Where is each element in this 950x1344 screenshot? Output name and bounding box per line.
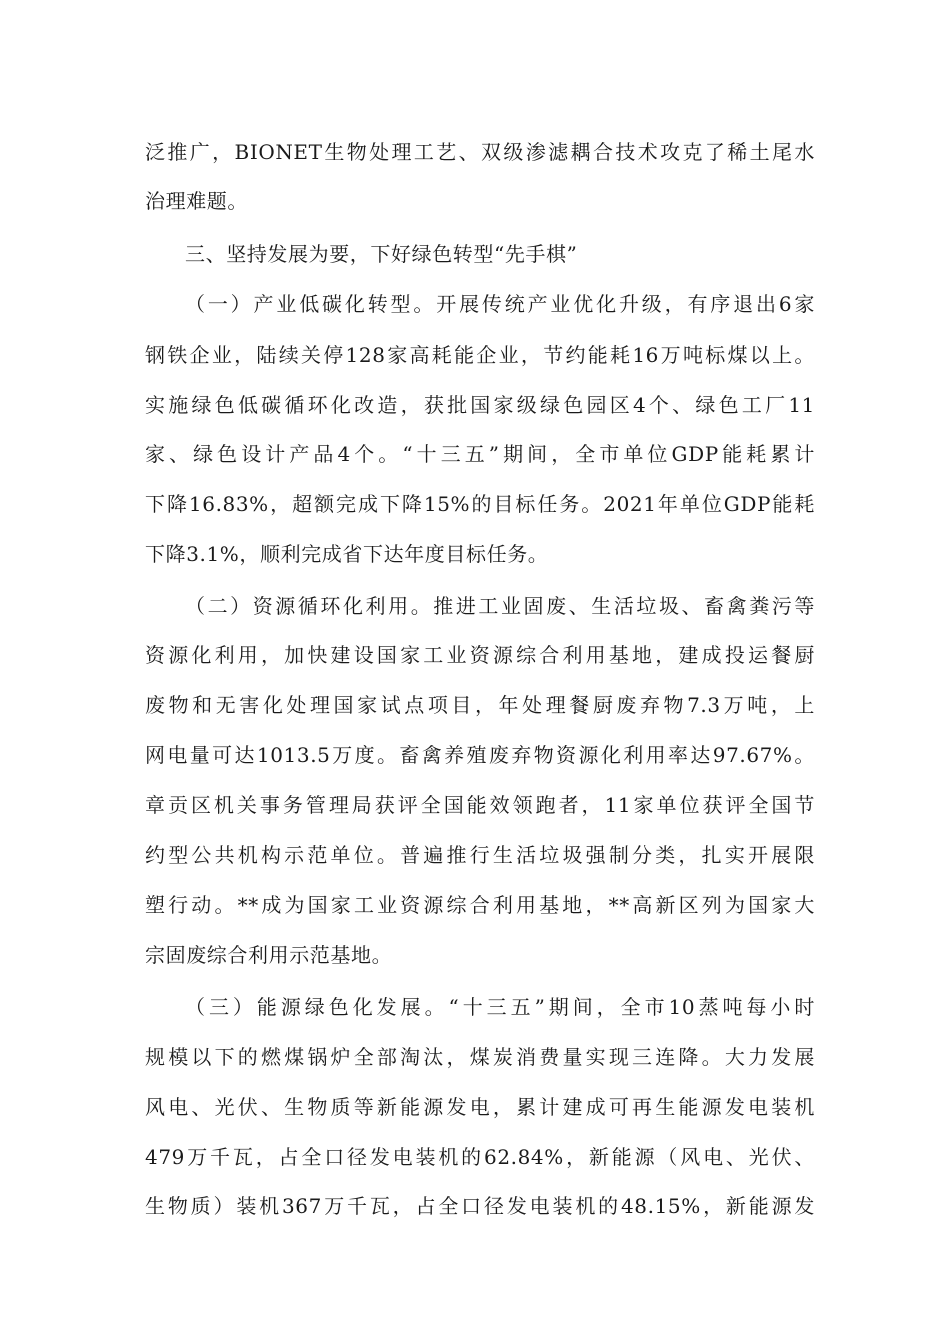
paragraph-3-line-4: 479万千瓦，占全口径发电装机的62.84%，新能源（风电、光伏、 <box>145 1145 815 1169</box>
paragraph-2-line-4: 网电量可达1013.5万度。畜禽养殖废弃物资源化利用率达97.67%。 <box>145 743 815 767</box>
section-heading-3: 三、坚持发展为要，下好绿色转型“先手棋” <box>185 242 578 266</box>
paragraph-1-line-5: 下降16.83%，超额完成下降15%的目标任务。2021年单位GDP能耗 <box>145 492 815 516</box>
paragraph-3-line-5: 生物质）装机367万千瓦，占全口径发电装机的48.15%，新能源发 <box>145 1194 815 1218</box>
paragraph-3-line-2: 规模以下的燃煤锅炉全部淘汰，煤炭消费量实现三连降。大力发展 <box>145 1045 815 1069</box>
paragraph-2-line-8: 宗固废综合利用示范基地。 <box>145 943 393 967</box>
paragraph-1-line-1: （一）产业低碳化转型。开展传统产业优化升级，有序退出6家 <box>185 292 815 316</box>
paragraph-3-line-1: （三）能源绿色化发展。“十三五”期间，全市10蒸吨每小时 <box>185 995 815 1019</box>
paragraph-2-line-7: 塑行动。**成为国家工业资源综合利用基地，**高新区列为国家大 <box>145 893 815 917</box>
paragraph-1-line-3: 实施绿色低碳循环化改造，获批国家级绿色园区4个、绿色工厂11 <box>145 393 815 417</box>
paragraph-1-line-6: 下降3.1%，顺利完成省下达年度目标任务。 <box>145 542 549 566</box>
paragraph-1-line-2: 钢铁企业，陆续关停128家高耗能企业，节约能耗16万吨标煤以上。 <box>145 343 815 367</box>
text-line-1: 泛推广，BIONET生物处理工艺、双级渗滤耦合技术攻克了稀土尾水 <box>145 140 815 164</box>
paragraph-2-line-3: 废物和无害化处理国家试点项目，年处理餐厨废弃物7.3万吨，上 <box>145 693 815 717</box>
paragraph-2-line-6: 约型公共机构示范单位。普遍推行生活垃圾强制分类，扎实开展限 <box>145 843 815 867</box>
paragraph-2-line-5: 章贡区机关事务管理局获评全国能效领跑者，11家单位获评全国节 <box>145 793 815 817</box>
paragraph-3-line-3: 风电、光伏、生物质等新能源发电，累计建成可再生能源发电装机 <box>145 1095 815 1119</box>
text-line-2: 治理难题。 <box>145 189 248 213</box>
paragraph-2-line-2: 资源化利用，加快建设国家工业资源综合利用基地，建成投运餐厨 <box>145 643 815 667</box>
paragraph-1-line-4: 家、绿色设计产品4个。“十三五”期间，全市单位GDP能耗累计 <box>145 442 815 466</box>
paragraph-2-line-1: （二）资源循环化利用。推进工业固废、生活垃圾、畜禽粪污等 <box>185 594 815 618</box>
